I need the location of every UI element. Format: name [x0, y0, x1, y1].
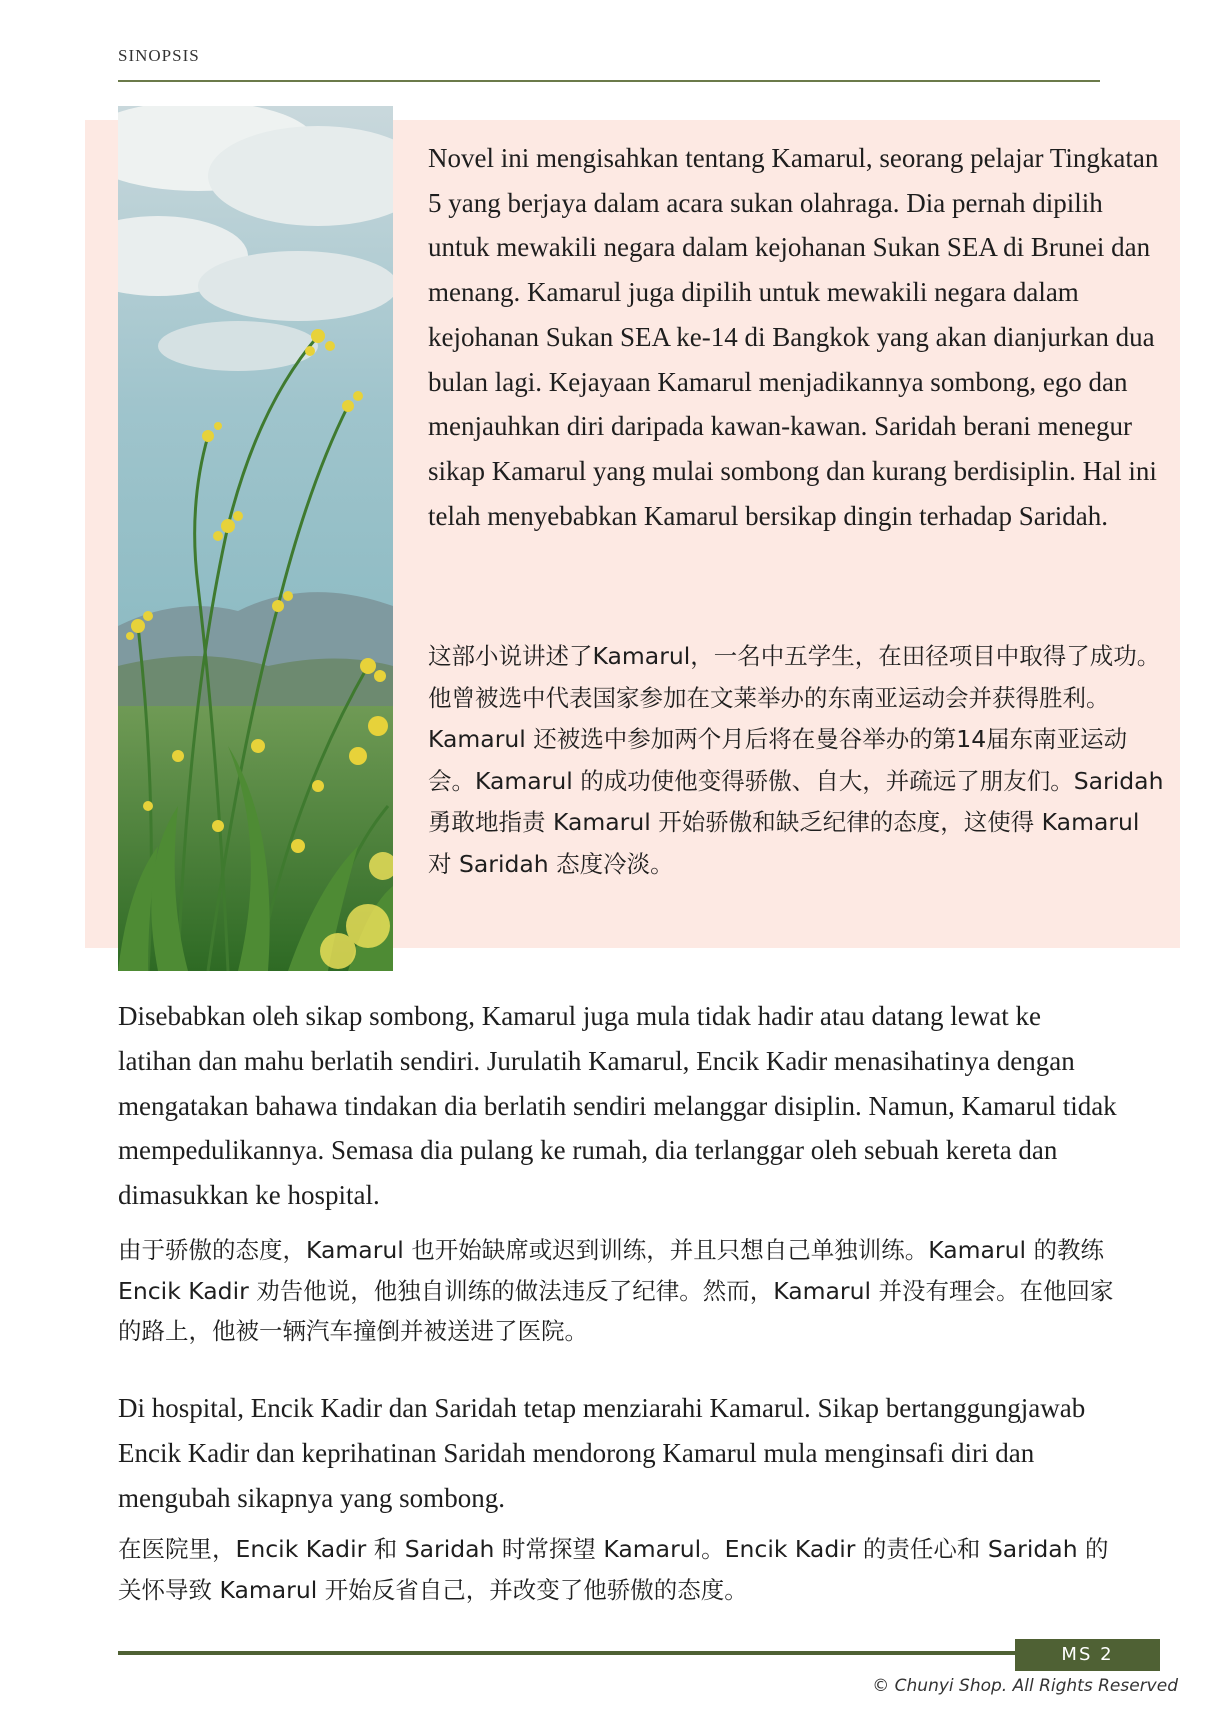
paragraph-2-malay: Disebabkan oleh sikap sombong, Kamarul juga mula tidak hadir atau datang lewat ke latihan dan mahu berlatih sendiri. Jurulatih Kamarul, Encik Kadir menasihatinya dengan mengatakan bahawa tindakan dia berlatih sendiri melanggar disiplin. Namun, Kamarul tidak mempedulikannya. Semasa dia pulang ke rumah, dia terlanggar oleh sebuah kereta dan dimasukkan ke hospital.: [118, 1001, 1117, 1211]
paragraph-3-malay: Di hospital, Encik Kadir dan Saridah tetap menziarahi Kamarul. Sikap bertanggungjawab Encik Kadir dan keprihatinan Saridah mendorong Kamarul mula menginsafi diri dan mengubah sikapnya yang sombong.: [118, 1393, 1086, 1513]
header-title: SINOPSIS: [118, 46, 200, 65]
landscape-photo-icon: [118, 106, 393, 971]
header-divider: [118, 80, 1100, 82]
copyright-notice: © Chunyi Shop. All Rights Reserved: [872, 1676, 1178, 1696]
paragraph-2-chinese: 由于骄傲的态度，Kamarul 也开始缺席或迟到训练，并且只想自己单独训练。Kamarul 的教练 Encik Kadir 劝告他说，他独自训练的做法违反了纪律。然而，Kamarul 并没有理会。在他回家的路上，他被一辆汽车撞倒并被送进了医院。: [118, 1236, 1114, 1345]
paragraph-3-chinese: 在医院里，Encik Kadir 和 Saridah 时常探望 Kamarul。Encik Kadir 的责任心和 Saridah 的关怀导致 Kamarul 开始反省自己，并改变了他骄傲的态度。: [118, 1535, 1109, 1604]
synopsis-intro-malay: Novel ini mengisahkan tentang Kamarul, seorang pelajar Tingkatan 5 yang berjaya dalam acara sukan olahraga. Dia pernah dipilih untuk mewakili negara dalam kejohanan Sukan SEA di Brunei dan menang. Kamarul juga dipilih untuk mewakili negara dalam kejohanan Sukan SEA ke-14 di Bangkok yang akan dianjurkan dua bulan lagi. Kejayaan Kamarul menjadikannya sombong, ego dan menjauhkan diri daripada kawan-kawan. Saridah berani menegur sikap Kamarul yang mulai sombong dan kurang berdisiplin. Hal ini telah menyebabkan Kamarul bersikap dingin terhadap Saridah.: [428, 143, 1159, 531]
synopsis-intro-chinese: 这部小说讲述了Kamarul，一名中五学生，在田径项目中取得了成功。他曾被选中代表国家参加在文莱举办的东南亚运动会并获得胜利。Kamarul 还被选中参加两个月后将在曼谷举办的第14届东南亚运动会。Kamarul 的成功使他变得骄傲、自大，并疏远了朋友们。Saridah勇敢地指责 Kamarul 开始骄傲和缺乏纪律的态度，这使得 Kamarul 对 Saridah 态度冷淡。: [428, 642, 1164, 878]
footer-divider: [118, 1651, 1015, 1655]
page-number-badge: MS 2: [1015, 1639, 1160, 1671]
